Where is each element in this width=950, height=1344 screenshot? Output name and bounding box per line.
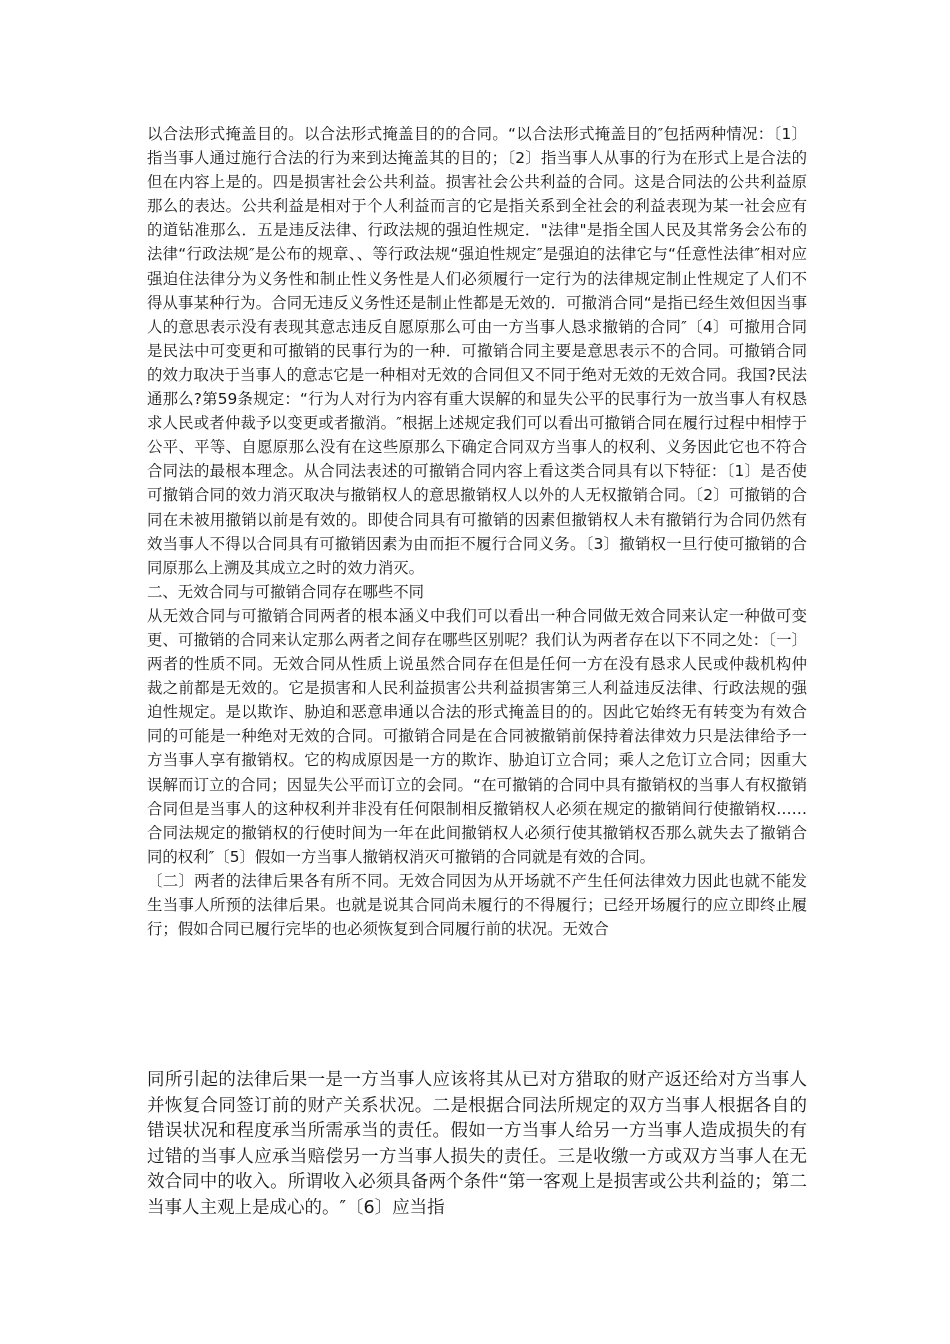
paragraph-voidable-contract-intro: 以合法形式掩盖目的。以合法形式掩盖目的的合同。“以合法形式掩盖目的″包括两种情况：〔1〕指当事人通过施行合法的行为来到达掩盖其的目的；〔2〕指当事人从事的行为在形式上是合法的但在内容上是的。四是损害社会公共利益。损害社会公共利益的合同。这是合同法的公共利益原那么的表达。公共利益是相对于个人利益而言的它是指关系到全社会的利益表现为某一社会应有的道钻准那么．五是违反法律、行政法规的强迫性规定．"法律"是指全国人民及其常务会公布的法律“行政法规″是公布的规章、、等行政法规“强迫性规定″是强迫的法律它与“任意性法律″相对应强迫住法律分为义务性和制止性义务性是人们必须履行一定行为的法律规定制止性规定了人们不得从事某种行为。合同无违反义务性还是制止性都是无效的．可撤消合同“是指已经生效但因当事人的意思表示没有表现其意志违反自愿原那么可由一方当事人恳求撤销的合同″〔4〕可撤用合同是民法中可变更和可撤销的民事行为的一种．可撤销合同主要是意思表示不的合同。可撤销合同的效力取决于当事人的意志它是一种相对无效的合同但又不同于绝对无效的无效合同。我国?民法通那么?第59条规定：“行为人对行为内容有重大误解的和显失公平的民事行为一放当事人有权恳求人民或者仲裁予以变更或者撤消。″根据上述规定我们可以看出可撤销合同在履行过程中相悖于公平、平等、自愿原那么没有在这些原那么下确定合同双方当事人的权利、义务因此它也不符合合同法的最根本理念。从合同法表述的可撤销合同内容上看这类合同具有以下特征：〔1〕是否使可撤销合同的效力消灭取决与撤销权人的意思撤销权人以外的人无权撤销合同。〔2〕可撤销的合同在未被用撤销以前是有效的。即使合同具有可撤销的因素但撤销权人未有撤销行为合同仍然有效当事人不得以合同具有可撤销因素为由而拒不履行合同义务。〔3〕撤销权一旦行使可撤销的合同原那么上溯及其成立之时的效力消灭。 bbox=[147, 125, 807, 577]
paragraph-consequences-continued: 同所引起的法律后果一是一方当事人应该将其从已对方猎取的财产返还给对方当事人并恢复合同签订前的财产关系状况。二是根据合同法所规定的双方当事人根据各自的错误状况和程度承当所需承当的责任。假如一方当事人给另一方当事人造成损失的有过错的当事人应承当赔偿另一方当事人损失的责任。三是收缴一方或双方当事人在无效合同中的收入。所谓收入必须具备两个条件“第一客观上是损害或公共利益的；第二当事人主观上是成心的。″〔6〕应当指 bbox=[147, 1070, 807, 1218]
paragraph-legal-consequences: 〔二〕两者的法律后果各有所不同。无效合同因为从开场就不产生任何法律效力因此也就不能发生当事人所预的法律后果。也就是说其合同尚未履行的不得履行；已经开场履行的应立即终止履行；假如合同已履行完毕的也必须恢复到合同履行前的状况。无效合 bbox=[147, 871, 807, 939]
main-text-block bbox=[147, 122, 807, 941]
paragraph-nature-differences: 从无效合同与可撤销合同两者的根本涵义中我们可以看出一种合同做无效合同来认定一种做可变更、可撤销的合同来认定那么两者之间存在哪些区别呢？我们认为两者存在以下不同之处：〔一〕两者的性质不同。无效合同从性质上说虽然合同存在但是任何一方在没有恳求人民或仲裁机构仲裁之前都是无效的。它是损害和人民利益损害公共利益损害第三人利益违反法律、行政法规的强迫性规定。是以欺诈、胁迫和恶意串通以合法的形式掩盖目的的。因此它始终无有转变为有效合同的可能是一种绝对无效的合同。可撤销合同是在合同被撤销前保持着法律效力只是法律给予一方当事人享有撤销权。它的构成原因是一方的欺诈、胁迫订立合同；乘人之危订立合同；因重大误解而订立的合同；因显失公平而订立的会同。“在可撤销的合同中具有撤销权的当事人有权撤销合同但是当事人的这种权利并非没有任何限制相反撤销权人必须在规定的撤销间行使撤销权……合同法规定的撤销权的行使时间为一年在此间撤销权人必须行使其撤销权否那么就失去了撤销合同的权利″〔5〕假如一方当事人撤销权消灭可撤销的合同就是有效的合同。 bbox=[147, 606, 807, 866]
section-heading-differences: 二、无效合同与可撤销合同存在哪些不同 bbox=[147, 582, 425, 601]
continuation-text-block bbox=[147, 1068, 807, 1222]
